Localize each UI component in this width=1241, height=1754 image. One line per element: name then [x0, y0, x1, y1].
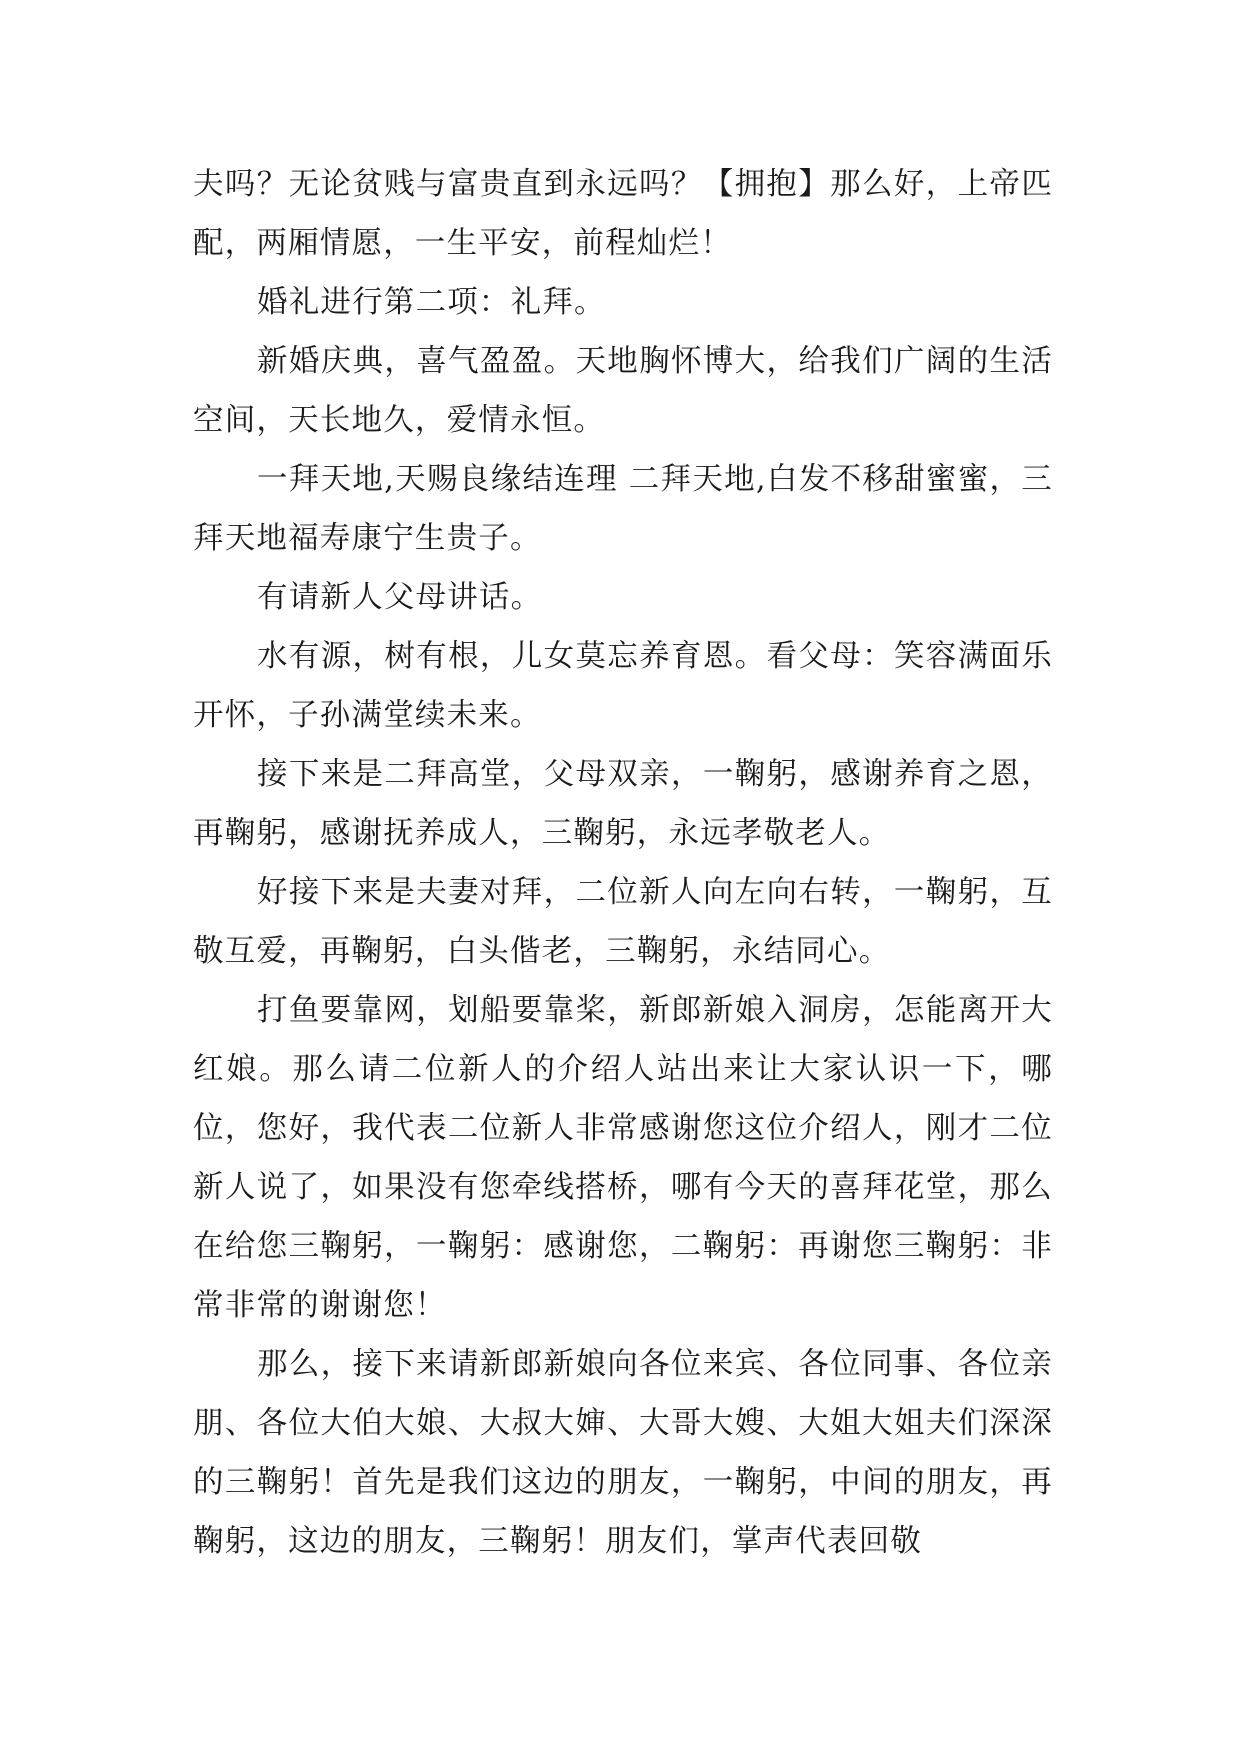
paragraph-4: 一拜天地,天赐良缘结连理 二拜天地,白发不移甜蜜蜜，三拜天地福寿康宁生贵子。	[193, 462, 1053, 556]
paragraph-10: 那么，接下来请新郎新娘向各位来宾、各位同事、各位亲朋、各位大伯大娘、大叔大婶、大哥大嫂、大姐大姐夫们深深的三鞠躬！首先是我们这边的朋友，一鞠躬，中间的朋友，再鞠躬，这边的朋友，三鞠躬！朋友们，掌声代表回敬	[193, 1347, 1053, 1559]
paragraph-5: 有请新人父母讲话。	[257, 580, 543, 615]
paragraph-9: 打鱼要靠网，划船要靠桨，新郎新娘入洞房，怎能离开大红娘。那么请二位新人的介绍人站出来让大家认识一下，哪位，您好，我代表二位新人非常感谢您这位介绍人，刚才二位新人说了，如果没有您牵线搭桥，哪有今天的喜拜花堂，那么在给您三鞠躬，一鞠躬：感谢您，二鞠躬：再谢您三鞠躬：非常非常的谢谢您！	[193, 993, 1053, 1323]
paragraph-3: 新婚庆典，喜气盈盈。天地胸怀博大，给我们广阔的生活空间，天长地久，爱情永恒。	[193, 344, 1053, 438]
paragraph-1: 夫吗？无论贫贱与富贵直到永远吗？【拥抱】那么好，上帝匹配，两厢情愿，一生平安，前程灿烂！	[193, 167, 1053, 261]
paragraph-7: 接下来是二拜高堂，父母双亲，一鞠躬，感谢养育之恩，再鞠躬，感谢抚养成人，三鞠躬，永远孝敬老人。	[193, 757, 1053, 851]
paragraph-6: 水有源，树有根，儿女莫忘养育恩。看父母：笑容满面乐开怀，子孙满堂续未来。	[193, 639, 1053, 733]
document-body	[193, 155, 1053, 1571]
paragraph-8: 好接下来是夫妻对拜，二位新人向左向右转，一鞠躬，互敬互爱，再鞠躬，白头偕老，三鞠躬，永结同心。	[193, 875, 1053, 969]
paragraph-2: 婚礼进行第二项：礼拜。	[257, 285, 606, 320]
